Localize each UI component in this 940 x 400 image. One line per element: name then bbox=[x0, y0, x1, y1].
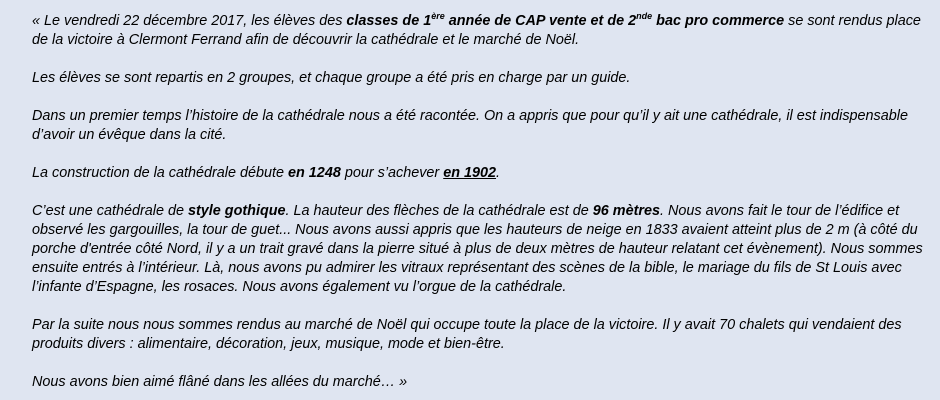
paragraph-closing: Nous avons bien aimé flâné dans les allées du marché… » bbox=[32, 374, 408, 390]
construction-end: . bbox=[496, 165, 501, 181]
classes-bold-text bbox=[346, 13, 784, 29]
visit-style: style gothique bbox=[188, 203, 286, 219]
paragraph-intro bbox=[32, 12, 926, 50]
visit-middle: . La hauteur des flèches de la cathédrale est de bbox=[285, 203, 593, 219]
paragraph-groups: Les élèves se sont repartis en 2 groupes, et chaque groupe a été pris en charge par un guide. bbox=[32, 70, 631, 86]
construction-before: La construction de la cathédrale débute bbox=[32, 165, 289, 181]
paragraph-visit bbox=[32, 202, 926, 297]
construction-year-end: en 1902 bbox=[443, 165, 497, 181]
construction-middle: pour s’achever bbox=[340, 165, 444, 181]
classes-bold-part2: année de CAP vente et de 2 bbox=[444, 13, 637, 29]
visit-before: C’est une cathédrale de bbox=[32, 203, 188, 219]
paragraph-market: Par la suite nous nous sommes rendus au marché de Noël qui occupe toute la place de la victoire. Il y avait 70 chalets qui vendaient des produits divers : alimentaire, décoration, jeux, musique, mode et bien-être. bbox=[32, 317, 902, 352]
paragraph-history: Dans un premier temps l’histoire de la cathédrale nous a été racontée. On a appris que pour qu’il y ait une cathédrale, il est indispensable d’avoir un évêque dans la cité. bbox=[32, 108, 908, 143]
classes-bold-part3: bac pro commerce bbox=[652, 13, 785, 29]
paragraph-construction bbox=[32, 164, 926, 183]
ordinal-2nde: nde bbox=[636, 11, 653, 22]
ordinal-1ere: ère bbox=[431, 11, 445, 22]
construction-year-start: en 1248 bbox=[288, 165, 341, 181]
visit-rest: . Nous avons fait le tour de l’édifice et observé les gargouilles, la tour de guet... Nous avons aussi appris que les hauteurs de neige en 1833 avaient atteint plus de 2 m (à côté du porche d'entrée côté Nord, il y a un trait gravé dans la pierre situé à plus de deux mètres de hauteur relatant cet évènement). Nous sommes ensuite entrés à l’intérieur. Là, nous avons pu admirer les vitraux représentant des scènes de la bible, le mariage du fils de St Louis avec l’infante d’Espagne, les rosaces. Nous avons également vu l’orgue de la cathédrale. bbox=[32, 203, 923, 295]
intro-rest-text: se sont rendus place de la victoire à Clermont Ferrand afin de découvrir la cathédrale et le marché de Noël. bbox=[32, 13, 921, 48]
classes-bold-part1: classes de 1 bbox=[346, 13, 432, 29]
visit-height: 96 mètres bbox=[592, 203, 660, 219]
intro-open-text: « Le vendredi 22 décembre 2017, les élèves des bbox=[32, 13, 347, 29]
